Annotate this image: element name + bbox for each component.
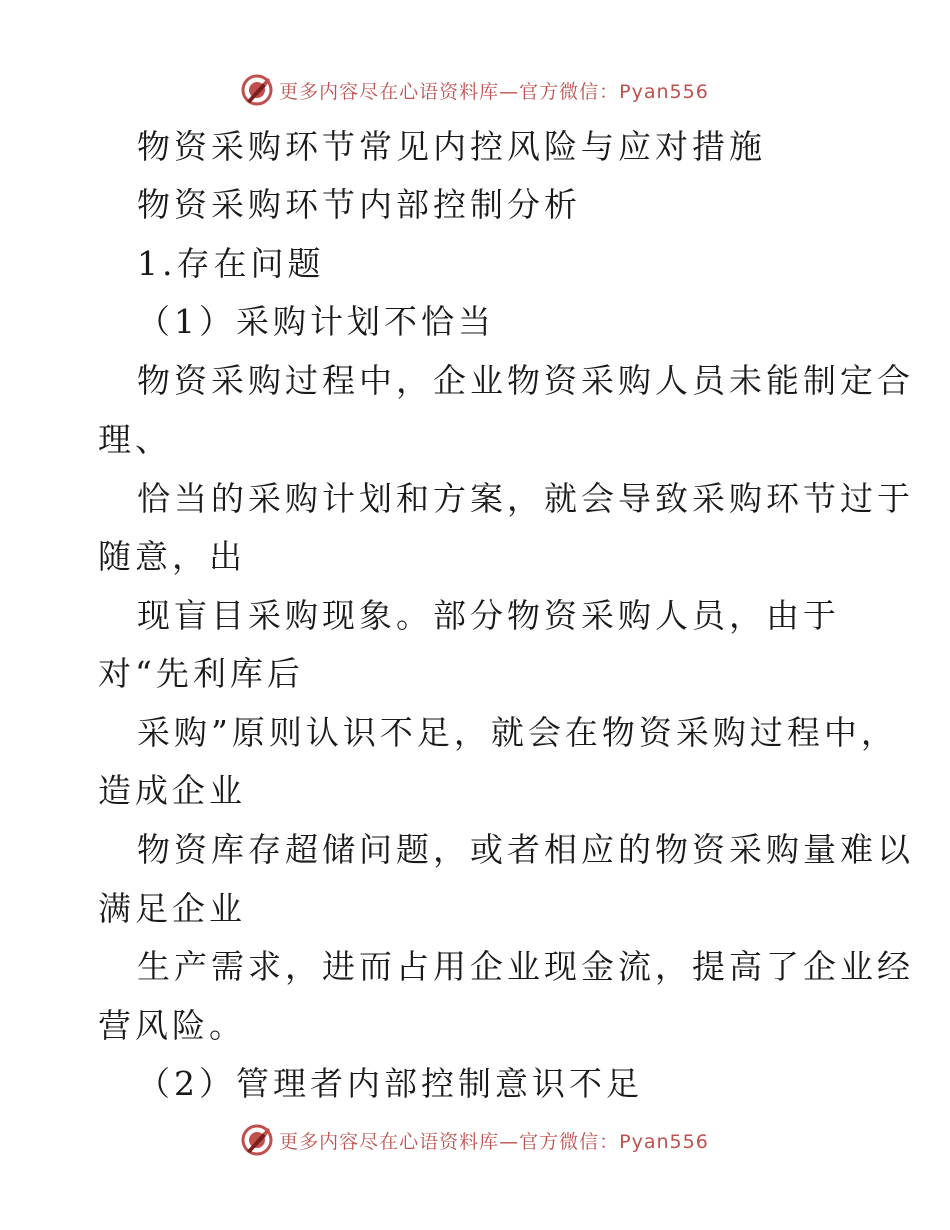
watermark-text: 更多内容尽在心语资料库—官方微信：Pyan556: [279, 1130, 709, 1153]
subheading: （2）管理者内部控制意识不足: [137, 1064, 643, 1103]
paragraph-line: 采购”原则认识不足，就会在物资采购过程中，: [137, 713, 898, 752]
paragraph-line: 物资采购过程中，企业物资采购人员未能制定合: [137, 361, 914, 400]
paragraph-line: 营风险。: [98, 1006, 246, 1045]
paragraph-line: 理、: [98, 420, 172, 459]
paragraph-line: 现盲目采购现象。部分物资采购人员，由于: [137, 596, 840, 635]
paragraph-line: 满足企业: [98, 889, 246, 928]
watermark-text: 更多内容尽在心语资料库—官方微信：Pyan556: [279, 80, 709, 103]
paragraph-line: 生产需求，进而占用企业现金流，提高了企业经: [137, 947, 914, 986]
numbered-heading: 1.存在问题: [137, 244, 325, 283]
paragraph-line: 随意，出: [98, 537, 246, 576]
header-watermark-banner: [0, 70, 950, 110]
section-heading: 物资采购环节内部控制分析: [137, 185, 581, 224]
footer-watermark-banner: [0, 1120, 950, 1160]
paragraph-line: 物资库存超储问题，或者相应的物资采购量难以: [137, 830, 914, 869]
subheading: （1）采购计划不恰当: [137, 302, 495, 341]
document-title: 物资采购环节常见内控风险与应对措施: [137, 127, 766, 166]
quill-logo-icon: [241, 1124, 273, 1156]
paragraph-line: 对“先利库后: [98, 654, 304, 693]
paragraph-line: 造成企业: [98, 771, 246, 810]
paragraph-line: 恰当的采购计划和方案，就会导致采购环节过于: [137, 479, 914, 518]
quill-logo-icon: [241, 74, 273, 106]
